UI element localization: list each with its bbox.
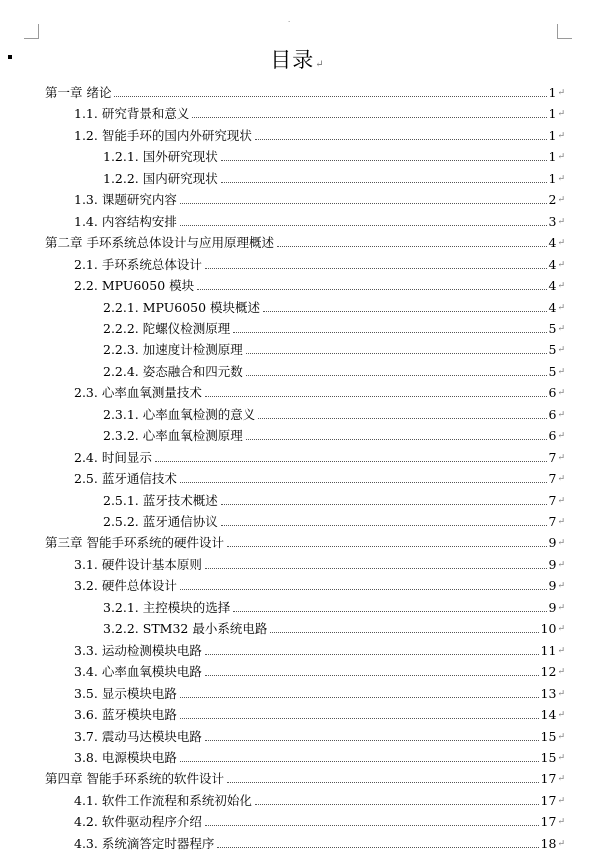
toc-dot-leader [180,203,547,204]
toc-entry-text: 2.4. 时间显示 [74,449,152,465]
toc-page-number: 10 [540,621,557,637]
toc-entry[interactable] [74,744,565,765]
toc-page-number: 17 [540,814,557,830]
paragraph-mark-icon: ↵ [557,302,565,313]
paragraph-mark-icon: ↵ [557,452,565,463]
paragraph-mark-icon: ↵ [557,323,565,334]
toc-page-number: 3 [548,213,557,229]
toc-entry[interactable] [103,615,565,636]
paragraph-mark-icon: ↵ [557,795,565,806]
paragraph-mark-icon: ↵ [557,774,565,785]
toc-entry-text: 2.2. MPU6050 模块 [74,278,195,294]
toc-dot-leader [205,654,539,655]
toc-entry[interactable] [74,208,565,229]
paragraph-mark-icon: ↵ [557,688,565,699]
toc-page-number: 5 [548,363,557,379]
toc-dot-leader [180,718,539,719]
toc-entry-text: 3.8. 电源模块电路 [74,749,177,765]
toc-entry[interactable] [103,594,565,615]
paragraph-mark-icon: ↵ [557,216,565,227]
toc-entry-text: 1.3. 课题研究内容 [74,192,177,208]
toc-entry[interactable] [103,294,565,315]
paragraph-mark-icon: ↵ [557,667,565,678]
paragraph-mark-icon: ↵ [557,109,565,120]
toc-entry-text: 3.1. 硬件设计基本原则 [74,556,202,572]
toc-dot-leader [180,482,547,483]
toc-entry-text: 2.5.1. 蓝牙技术概述 [103,492,218,508]
toc-dot-leader [227,782,539,783]
toc-page-number: 9 [548,578,557,594]
toc-entry[interactable] [74,658,565,679]
toc-dot-leader [221,182,547,183]
toc-dot-leader [205,675,539,676]
toc-entry-text: 2.5.2. 蓝牙通信协议 [103,514,218,529]
toc-entry[interactable] [74,680,565,701]
toc-page-number: 4 [548,235,557,251]
toc-dot-leader [255,139,547,140]
toc-page-number: 7 [548,471,557,487]
paragraph-mark-icon: ↵ [557,645,565,656]
toc-page-number: 14 [540,707,557,723]
toc-entry[interactable] [74,830,565,851]
toc-entry[interactable] [45,529,565,550]
crop-mark-top-left [24,24,39,39]
toc-entry-text: 2.2.3. 加速度计检测原理 [103,342,243,358]
toc-entry[interactable] [45,765,565,786]
toc-entry[interactable] [45,229,565,250]
toc-entry-text: 2.2.1. MPU6050 模块概述 [103,299,261,315]
toc-dot-leader [246,353,547,354]
toc-entry[interactable] [74,723,565,744]
toc-entry-text: 第四章 智能手环系统的软件设计 [45,771,224,787]
crop-mark-top-right [557,24,572,39]
toc-entry-text: 2.1. 手环系统总体设计 [74,256,202,272]
toc-page-number: 17 [540,792,557,808]
toc-entry[interactable] [74,186,565,207]
toc-entry-text: 3.5. 显示模块电路 [74,685,177,701]
paragraph-mark-icon: ↵ [557,817,565,828]
paragraph-mark-icon: ↵ [557,581,565,592]
toc-entry-text: 2.5. 蓝牙通信技术 [74,471,177,487]
toc-page-number: 5 [548,342,557,358]
toc-entry-text: 1.2. 智能手环的国内外研究现状 [74,127,252,143]
toc-dot-leader [192,117,546,118]
toc-entry-text: 1.2.1. 国外研究现状 [103,149,218,165]
toc-entry-text: 3.2.1. 主控模块的选择 [103,599,231,615]
toc-dot-leader [255,804,539,805]
paragraph-mark-icon: ↵ [315,59,325,70]
toc-entry-text: 3.2.2. STM32 最小系统电路 [103,621,268,637]
toc-dot-leader [180,761,539,762]
toc-entry-text: 2.2.4. 姿态融合和四元数 [103,363,243,379]
toc-entry[interactable] [74,551,565,572]
toc-dot-leader [217,847,538,848]
toc-page-number: 1 [548,127,557,143]
paragraph-mark-icon: ↵ [557,259,565,270]
toc-dot-leader [221,525,547,526]
toc-entry[interactable] [74,122,565,143]
paragraph-mark-icon: ↵ [557,345,565,356]
toc-page-number: 1 [548,170,557,186]
toc-page-number: 11 [540,642,557,658]
paragraph-mark-icon: ↵ [557,173,565,184]
toc-entry[interactable] [103,336,565,357]
toc-title [0,44,595,74]
toc-page-number: 4 [548,256,557,272]
toc-entry[interactable] [103,358,565,379]
toc-entry-text: 2.2.2. 陀螺仪检测原理 [103,320,231,336]
toc-entry-text: 1.1. 研究背景和意义 [74,106,190,122]
toc-entry[interactable] [45,79,565,100]
toc-dot-leader [221,504,547,505]
toc-entry-text: 4.2. 软件驱动程序介绍 [74,814,202,830]
toc-page-number: 7 [548,492,557,508]
toc-page-number: 1 [548,85,557,100]
toc-entry[interactable] [103,487,565,508]
toc-entry[interactable] [103,401,565,422]
paragraph-mark-icon: ↵ [557,409,565,420]
paragraph-mark-icon: ↵ [557,474,565,485]
toc-entry-text: 第三章 智能手环系统的硬件设计 [45,535,224,551]
toc-entry[interactable] [103,143,565,164]
toc-page-number: 6 [548,385,557,401]
toc-dot-leader [114,96,546,97]
toc-dot-leader [155,461,547,462]
paragraph-mark-icon: ↵ [557,495,565,506]
toc-entry[interactable] [74,251,565,272]
toc-entry-text: 2.3. 心率血氧测量技术 [74,385,202,401]
toc-entry-text: 3.2. 硬件总体设计 [74,578,177,594]
toc-entry[interactable] [103,422,565,443]
toc-dot-leader [197,289,546,290]
toc-dot-leader [233,332,546,333]
toc-dot-leader [258,418,546,419]
paragraph-mark-icon: ↵ [557,130,565,141]
toc-page-number: 9 [548,556,557,572]
toc-dot-leader [205,268,547,269]
toc-page-number: 6 [548,428,557,444]
toc-entry[interactable] [74,272,565,293]
toc-entry[interactable] [74,444,565,465]
toc-dot-leader [180,589,547,590]
toc-entry-text: 3.4. 心率血氧模块电路 [74,664,202,680]
toc-page-number: 1 [548,106,557,122]
toc-page-number: 15 [540,728,557,744]
toc-entry[interactable] [74,787,565,808]
toc-page-number: 9 [548,535,557,551]
toc-page-number: 12 [540,664,557,680]
toc-dot-leader [263,311,546,312]
toc-entry-text: 1.4. 内容结构安排 [74,213,177,229]
toc-entry-text: 4.1. 软件工作流程和系统初始化 [74,792,252,808]
toc-entry-text: 4.3. 系统滴答定时器程序 [74,835,215,851]
paragraph-mark-icon: ↵ [557,281,565,292]
paragraph-mark-icon: ↵ [557,152,565,163]
paragraph-mark-icon: ↵ [557,538,565,549]
paragraph-mark-icon: ↵ [557,388,565,399]
toc-entry-text: 3.3. 运动检测模块电路 [74,642,202,658]
paragraph-mark-icon: ↵ [557,624,565,635]
toc-entry-text: 3.6. 蓝牙模块电路 [74,707,177,723]
toc-entry[interactable] [103,508,565,529]
toc-entry-text: 3.7. 震动马达模块电路 [74,728,202,744]
toc-entry[interactable] [74,808,565,829]
paragraph-mark-icon: ↵ [557,431,565,442]
toc-entry[interactable] [74,637,565,658]
toc-dot-leader [277,246,547,247]
toc-dot-leader [246,439,547,440]
toc-dot-leader [270,632,538,633]
toc-page-number: 2 [548,192,557,208]
header-mark: · [288,18,291,26]
paragraph-mark-icon: ↵ [557,838,565,849]
paragraph-mark-icon: ↵ [557,731,565,742]
toc-page-number: 15 [540,749,557,765]
toc-entry[interactable] [74,701,565,722]
toc-title-text: 目录 [270,48,315,72]
toc-entry[interactable] [74,379,565,400]
toc-entry[interactable] [74,465,565,486]
paragraph-mark-icon: ↵ [557,238,565,249]
paragraph-mark-icon: ↵ [557,517,565,527]
toc-entry[interactable] [74,100,565,121]
toc-page-number: 18 [540,835,557,851]
toc-page-number: 7 [548,449,557,465]
toc-dot-leader [205,825,539,826]
toc-dot-leader [205,568,547,569]
toc-entry[interactable] [103,315,565,336]
paragraph-mark-icon: ↵ [557,88,565,98]
toc-dot-leader [246,375,547,376]
toc-entry-text: 第二章 手环系统总体设计与应用原理概述 [45,235,274,251]
toc-dot-leader [233,611,546,612]
paragraph-mark-icon: ↵ [557,559,565,570]
toc-dot-leader [221,160,547,161]
paragraph-mark-icon: ↵ [557,710,565,721]
paragraph-mark-icon: ↵ [557,366,565,377]
toc-entry[interactable] [74,572,565,593]
toc-entry-text: 第一章 绪论 [45,85,112,100]
toc-entry-text: 2.3.1. 心率血氧检测的意义 [103,406,256,422]
paragraph-mark-icon: ↵ [557,195,565,206]
toc-page-number: 4 [548,299,557,315]
toc-dot-leader [205,396,547,397]
toc-page-number: 7 [548,514,557,529]
toc-page-number: 6 [548,406,557,422]
toc-page-number: 1 [548,149,557,165]
toc-dot-leader [180,225,547,226]
toc-dot-leader [180,697,539,698]
toc-entry-text: 2.3.2. 心率血氧检测原理 [103,428,243,444]
paragraph-mark-icon: ↵ [557,752,565,763]
toc-entry-text: 1.2.2. 国内研究现状 [103,170,218,186]
toc-page-number: 17 [540,771,557,787]
toc-page-number: 4 [548,278,557,294]
paragraph-mark-icon: ↵ [557,602,565,613]
toc-page-number: 5 [548,320,557,336]
toc-dot-leader [227,546,547,547]
toc-dot-leader [205,740,539,741]
toc-page-number: 13 [540,685,557,701]
toc-entry[interactable] [103,165,565,186]
toc-page-number: 9 [548,599,557,615]
